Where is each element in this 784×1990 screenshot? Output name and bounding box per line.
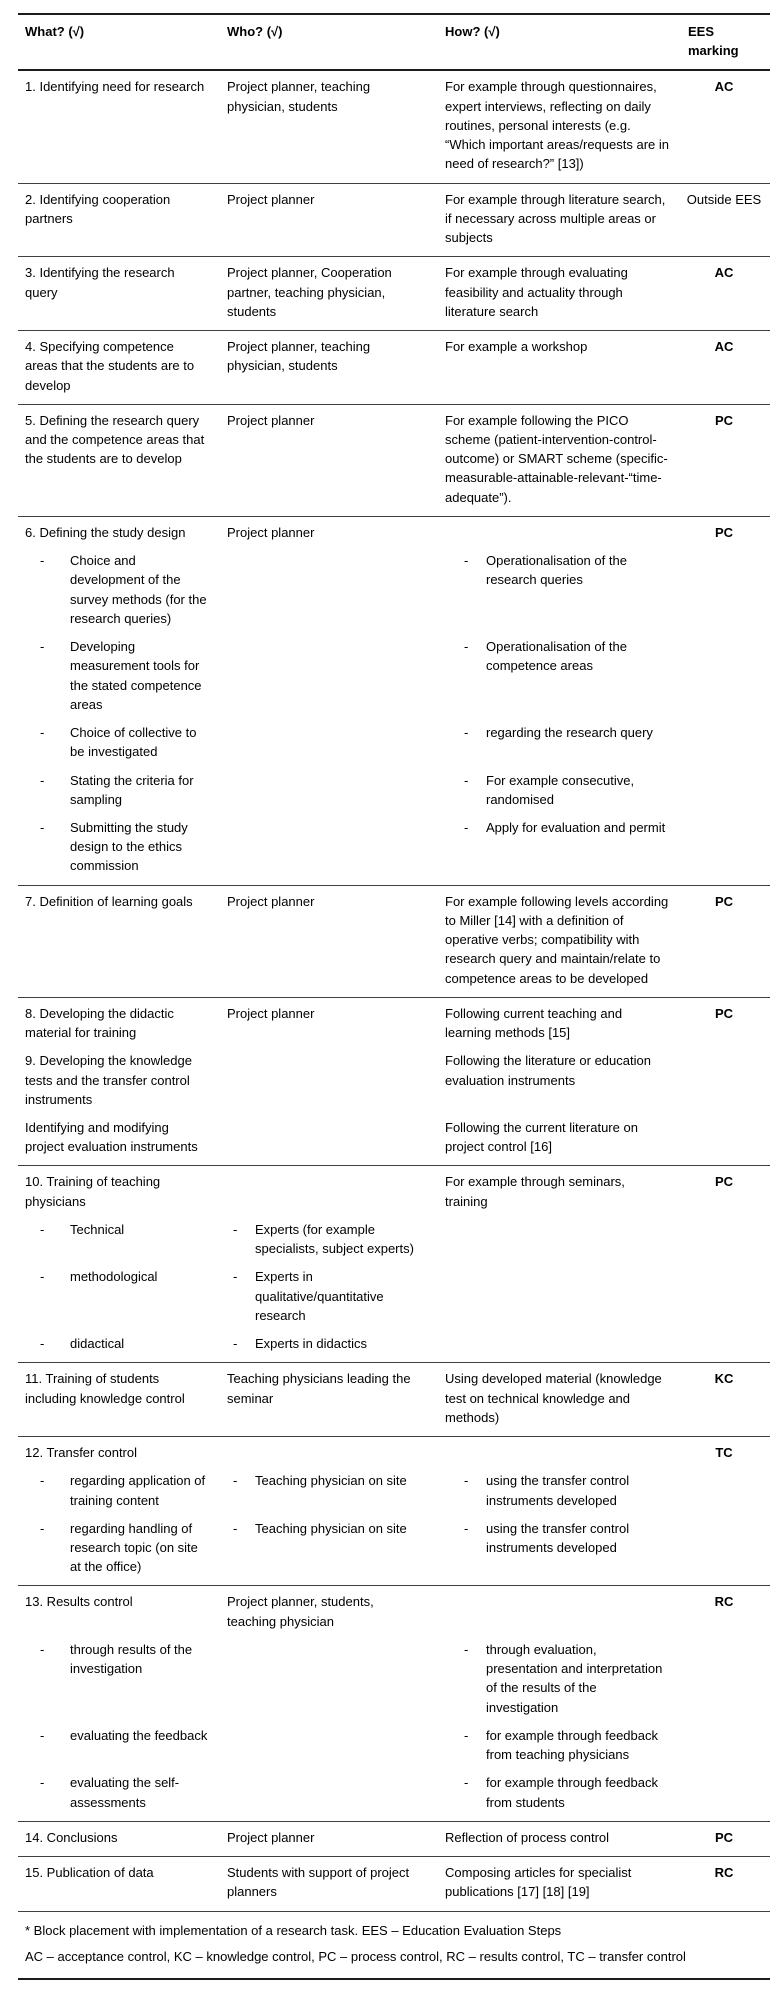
- table-row: [18, 517, 770, 886]
- cell-how: For example through questionnaires, expert interviews, reflecting on daily routines, personal interests (e.g. “Which important areas/requests are in need of research?” [13]): [445, 79, 669, 172]
- cell-ees-marking: AC: [714, 79, 734, 95]
- cell-how: Reflection of process control: [445, 1829, 610, 1845]
- cell-who: - Experts in didactics: [222, 1334, 440, 1353]
- cell-who: Project planner, teaching physician, students: [227, 79, 371, 114]
- cell-what: 15. Publication of data: [25, 1865, 154, 1881]
- cell-ees-marking: PC: [714, 1174, 734, 1190]
- table-row: [18, 257, 770, 331]
- cell-how: For example following the PICO scheme (patient-intervention-control-outcome) or SMART scheme (specific-measurable-attainable-relevant-“time-adequate”).: [445, 412, 668, 505]
- cell-what: 3. Identifying the research query: [25, 265, 175, 300]
- cell-what: - Stating the criteria for sampling: [18, 771, 222, 809]
- table-row: [18, 1857, 770, 1911]
- cell-who: Project planner: [227, 1829, 315, 1845]
- table-body: [18, 71, 770, 1911]
- cell-ees-marking: KC: [714, 1371, 734, 1387]
- cell-what: 13. Results control: [25, 1594, 133, 1610]
- cell-how: For example a workshop: [445, 339, 588, 355]
- table-row: [18, 886, 770, 998]
- table-row: [18, 1437, 770, 1586]
- column-header-how: How? (√): [445, 24, 500, 39]
- cell-how: Composing articles for specialist publications [17] [18] [19]: [445, 1865, 632, 1900]
- cell-what: 6. Defining the study design: [25, 524, 186, 540]
- cell-how: - using the transfer control instruments developed: [440, 1471, 682, 1509]
- cell-how: For example through evaluating feasibility and actuality through literature search: [445, 265, 628, 319]
- cell-who: Students with support of project planners: [227, 1865, 410, 1900]
- cell-how: - for example through feedback from teaching physicians: [440, 1726, 682, 1764]
- cell-how: - Operationalisation of the competence areas: [440, 637, 682, 714]
- cell-who: Project planner, students, teaching physician: [227, 1594, 374, 1629]
- table-row: [18, 998, 770, 1167]
- table-row: [18, 1166, 770, 1363]
- cell-what: 10. Training of teaching physicians: [25, 1174, 161, 1209]
- cell-what: - evaluating the feedback: [18, 1726, 222, 1764]
- cell-how: - for example through feedback from students: [440, 1773, 682, 1811]
- cell-ees-marking: PC: [714, 412, 734, 428]
- table-row: [18, 1363, 770, 1437]
- cell-what: - evaluating the self-assessments: [18, 1773, 222, 1811]
- cell-what: 7. Definition of learning goals: [25, 893, 193, 909]
- cell-how: - Apply for evaluation and permit: [440, 818, 682, 876]
- cell-who: Project planner, Cooperation partner, teaching physician, students: [227, 265, 392, 319]
- cell-who: - Teaching physician on site: [222, 1471, 440, 1509]
- cell-what: 2. Identifying cooperation partners: [25, 191, 171, 226]
- cell-how: - Operationalisation of the research queries: [440, 551, 682, 628]
- cell-what: - through results of the investigation: [18, 1640, 222, 1717]
- cell-how: For example through seminars, training: [445, 1174, 625, 1209]
- cell-who: Project planner: [227, 412, 315, 428]
- cell-what: 12. Transfer control: [25, 1445, 137, 1461]
- cell-what: 4. Specifying competence areas that the students are to develop: [25, 339, 195, 393]
- cell-what: 1. Identifying need for research: [25, 79, 205, 95]
- table-row: [18, 405, 770, 517]
- cell-what: 14. Conclusions: [25, 1829, 118, 1845]
- cell-how: Following the current literature on project control [16]: [445, 1120, 638, 1155]
- cell-who: Project planner: [227, 893, 315, 909]
- cell-who: Teaching physicians leading the seminar: [227, 1371, 411, 1406]
- cell-ees-marking: RC: [714, 1594, 734, 1610]
- column-header-what: What? (√): [25, 24, 85, 39]
- cell-ees-marking: PC: [714, 893, 734, 909]
- cell-who: - Experts in qualitative/quantitative research: [222, 1267, 440, 1325]
- cell-how: Following the literature or education evaluation instruments: [445, 1053, 651, 1088]
- cell-what: - Choice of collective to be investigated: [18, 723, 222, 761]
- table-row: [18, 1586, 770, 1821]
- cell-what: - Submitting the study design to the ethics commission: [18, 818, 222, 876]
- table-row: [18, 1822, 770, 1857]
- cell-how: - using the transfer control instruments developed: [440, 1519, 682, 1577]
- cell-ees-marking: PC: [714, 1829, 734, 1845]
- cell-how: Following current teaching and learning methods [15]: [445, 1005, 623, 1041]
- table-row: [18, 184, 770, 258]
- cell-how: For example through literature search, if necessary across multiple areas or subjects: [445, 191, 666, 246]
- cell-what: - regarding application of training content: [18, 1471, 222, 1509]
- cell-what: - methodological: [18, 1267, 222, 1325]
- cell-what: 11. Training of students including knowledge control: [25, 1371, 185, 1406]
- cell-how: - regarding the research query: [440, 723, 682, 761]
- cell-how: - For example consecutive, randomised: [440, 771, 682, 809]
- table-footnotes: [18, 1912, 770, 1980]
- cell-ees-marking: Outside EES: [686, 191, 762, 207]
- footnote-block-placement: * Block placement with implementation of a research task. EES – Education Evaluation Steps: [25, 1922, 562, 1938]
- cell-who: - Experts (for example specialists, subject experts): [222, 1220, 440, 1258]
- cell-ees-marking: AC: [714, 339, 734, 355]
- cell-who: Project planner: [227, 524, 315, 540]
- cell-who: Project planner: [227, 191, 315, 207]
- column-header-who: Who? (√): [227, 24, 283, 39]
- cell-ees-marking: RC: [714, 1865, 734, 1881]
- cell-ees-marking: PC: [714, 524, 734, 540]
- cell-who: Project planner: [227, 1005, 315, 1021]
- cell-who: - Teaching physician on site: [222, 1519, 440, 1577]
- table-header-row: [18, 15, 770, 71]
- cell-who: Project planner, teaching physician, students: [227, 339, 371, 374]
- table-row: [18, 331, 770, 405]
- column-header-ees-marking: EES marking: [688, 24, 739, 59]
- cell-what: Identifying and modifying project evaluation instruments: [25, 1120, 198, 1155]
- cell-what: 9. Developing the knowledge tests and the transfer control instruments: [25, 1053, 192, 1107]
- table-row: [18, 71, 770, 183]
- cell-how: For example following levels according to Miller [14] with a definition of operative verbs; compatibility with research query and maintain/relate to competence areas to be developed: [445, 893, 669, 986]
- process-steps-table: [18, 13, 770, 1980]
- cell-what: - regarding handling of research topic (on site at the office): [18, 1519, 222, 1577]
- cell-how: - through evaluation, presentation and interpretation of the results of the investigation: [440, 1640, 682, 1717]
- cell-ees-marking: AC: [714, 265, 734, 281]
- cell-ees-marking: PC: [714, 1005, 734, 1021]
- cell-what: 5. Defining the research query and the competence areas that the students are to develop: [25, 412, 205, 467]
- cell-what: - Choice and development of the survey methods (for the research queries): [18, 551, 222, 628]
- cell-ees-marking: TC: [715, 1445, 733, 1461]
- cell-what: - Developing measurement tools for the stated competence areas: [18, 637, 222, 714]
- cell-how: Using developed material (knowledge test on technical knowledge and methods): [445, 1371, 662, 1425]
- cell-what: - Technical: [18, 1220, 222, 1258]
- footnote-abbreviations: AC – acceptance control, KC – knowledge control, PC – process control, RC – results control, TC – transfer control: [25, 1948, 686, 1964]
- cell-what: 8. Developing the didactic material for training: [25, 1005, 174, 1041]
- cell-what: - didactical: [18, 1334, 222, 1353]
